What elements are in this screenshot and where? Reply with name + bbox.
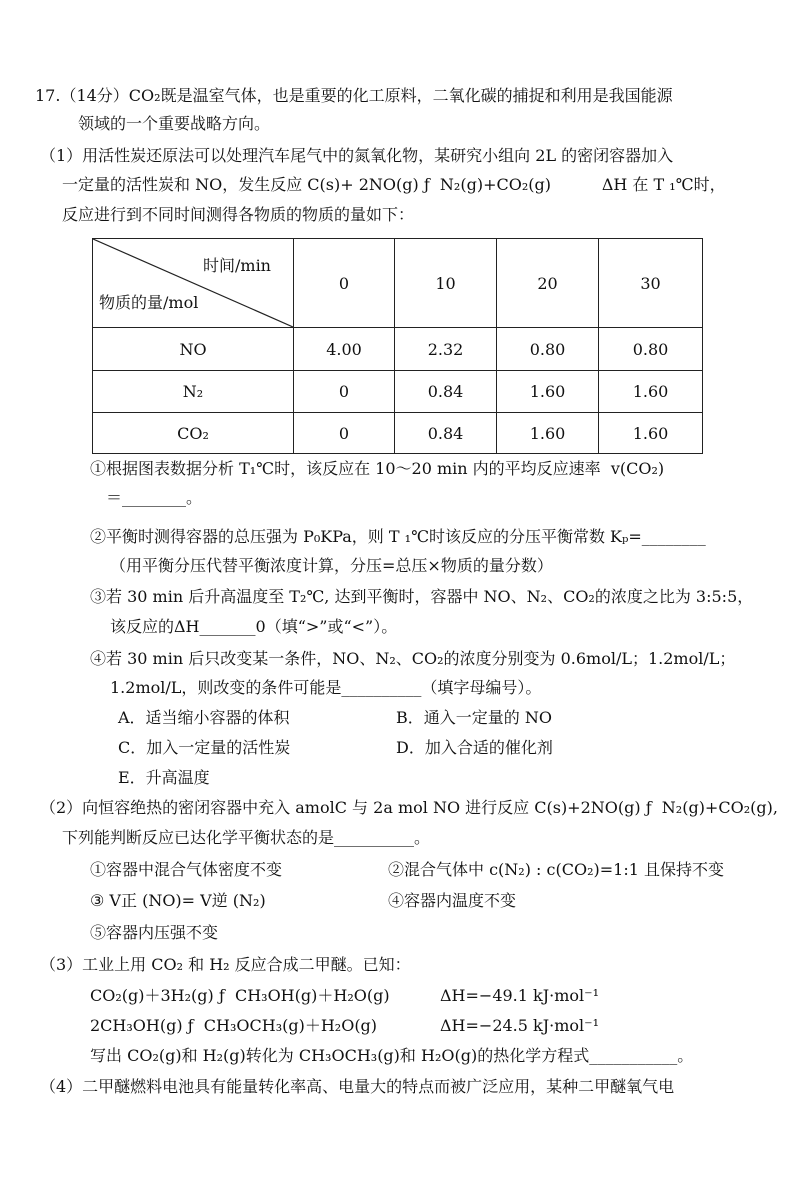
question-header: 17.（14分）CO₂既是温室气体，也是重要的化工原料，二氧化碳的捕捉和利用是我国能源 — [35, 86, 673, 105]
substance-name: N₂ — [93, 371, 294, 413]
equation-2: 2CH₃OH(g) ƒ CH₃OCH₃(g)＋H₂O(g) — [90, 1016, 378, 1035]
part-2-intro: （2）向恒容绝热的密闭容器中充入 amolC 与 2a mol NO 进行反应 C(s)+2NO(g) ƒ N₂(g)+CO₂(g), — [40, 798, 778, 817]
enthalpy-2: ΔH=−24.5 kJ·mol⁻¹ — [440, 1016, 600, 1035]
cell: 1.60 — [599, 371, 703, 413]
cell: 1.60 — [497, 371, 599, 413]
choice-2: ②混合气体中 c(N₂) : c(CO₂)=1:1 且保持不变 — [388, 860, 724, 879]
equation-1: CO₂(g)＋3H₂(g) ƒ CH₃OH(g)＋H₂O(g) — [90, 986, 390, 1005]
part-3-intro: （3）工业上用 CO₂ 和 H₂ 反应合成二甲醚。已知： — [40, 955, 411, 974]
cell: 0.80 — [497, 328, 599, 371]
cell: 0.84 — [395, 371, 497, 413]
text-line: 反应进行到不同时间测得各物质的物质的量如下： — [62, 205, 415, 224]
cell: 0.80 — [599, 328, 703, 371]
cell: 2.32 — [395, 328, 497, 371]
text-line: 领域的一个重要战略方向。 — [78, 114, 271, 133]
cell: 0 — [294, 413, 395, 454]
option-d: D．加入合适的催化剂 — [396, 738, 553, 757]
option-e: E．升高温度 — [118, 768, 210, 787]
text-line: （用平衡分压代替平衡浓度计算，分压=总压×物质的量分数） — [110, 556, 553, 575]
cell: 0.84 — [395, 413, 497, 454]
reaction-equation: 一定量的活性炭和 NO，发生反应 C(s)+ 2NO(g) ƒ N₂(g)+CO₂(g) ΔH 在 T ₁℃时， — [62, 175, 726, 194]
text-line: 下列能判断反应已达化学平衡状态的是__________。 — [62, 828, 431, 847]
table-row — [93, 413, 703, 454]
sub-question-2: ②平衡时测得容器的总压强为 P₀KPa，则 T ₁℃时该反应的分压平衡常数 Kₚ=________ — [90, 527, 706, 546]
option-b: B．通入一定量的 NO — [396, 708, 552, 727]
header-amount: 物质的量/mol — [99, 293, 199, 312]
time-header: 20 — [497, 239, 599, 328]
part-1-intro: （1）用活性炭还原法可以处理汽车尾气中的氮氧化物，某研究小组向 2L 的密闭容器加入 — [40, 146, 674, 165]
substance-name: CO₂ — [93, 413, 294, 454]
cell: 0 — [294, 371, 395, 413]
choice-1: ①容器中混合气体密度不变 — [90, 860, 283, 879]
text-line: 写出 CO₂(g)和 H₂(g)转化为 CH₃OCH₃(g)和 H₂O(g)的热化学方程式___________。 — [90, 1046, 694, 1065]
choice-3: ③ V正 (NO)= V逆 (N₂) — [90, 891, 266, 910]
table-row — [93, 328, 703, 371]
text-line: 该反应的ΔH_______0（填“>”或“<”）。 — [110, 617, 398, 636]
substance-name: NO — [93, 328, 294, 371]
time-header: 30 — [599, 239, 703, 328]
choice-4: ④容器内温度不变 — [388, 891, 517, 910]
data-table — [92, 238, 703, 454]
time-header: 10 — [395, 239, 497, 328]
sub-question-1: ①根据图表数据分析 T₁℃时，该反应在 10～20 min 内的平均反应速率 v(CO₂) — [90, 459, 665, 478]
answer-blank-line: ＝________。 — [106, 488, 203, 507]
sub-question-3: ③若 30 min 后升高温度至 T₂℃, 达到平衡时，容器中 NO、N₂、CO₂的浓度之比为 3:5:5， — [90, 587, 754, 606]
enthalpy-1: ΔH=−49.1 kJ·mol⁻¹ — [440, 986, 600, 1005]
part-4-intro: （4）二甲醚燃料电池具有能量转化率高、电量大的特点而被广泛应用，某种二甲醚氧气电 — [40, 1077, 675, 1096]
option-a: A．适当缩小容器的体积 — [118, 708, 290, 727]
option-c: C．加入一定量的活性炭 — [118, 738, 291, 757]
cell: 1.60 — [497, 413, 599, 454]
text-line: 1.2mol/L，则改变的条件可能是__________（填字母编号）。 — [110, 678, 542, 697]
table-row — [93, 371, 703, 413]
sub-question-4: ④若 30 min 后只改变某一条件，NO、N₂、CO₂的浓度分别变为 0.6mol/L；1.2mol/L； — [90, 649, 736, 668]
cell: 1.60 — [599, 413, 703, 454]
choice-5: ⑤容器内压强不变 — [90, 923, 219, 942]
header-time: 时间/min — [203, 256, 271, 275]
diagonal-header-cell — [93, 239, 294, 328]
time-header: 0 — [294, 239, 395, 328]
cell: 4.00 — [294, 328, 395, 371]
